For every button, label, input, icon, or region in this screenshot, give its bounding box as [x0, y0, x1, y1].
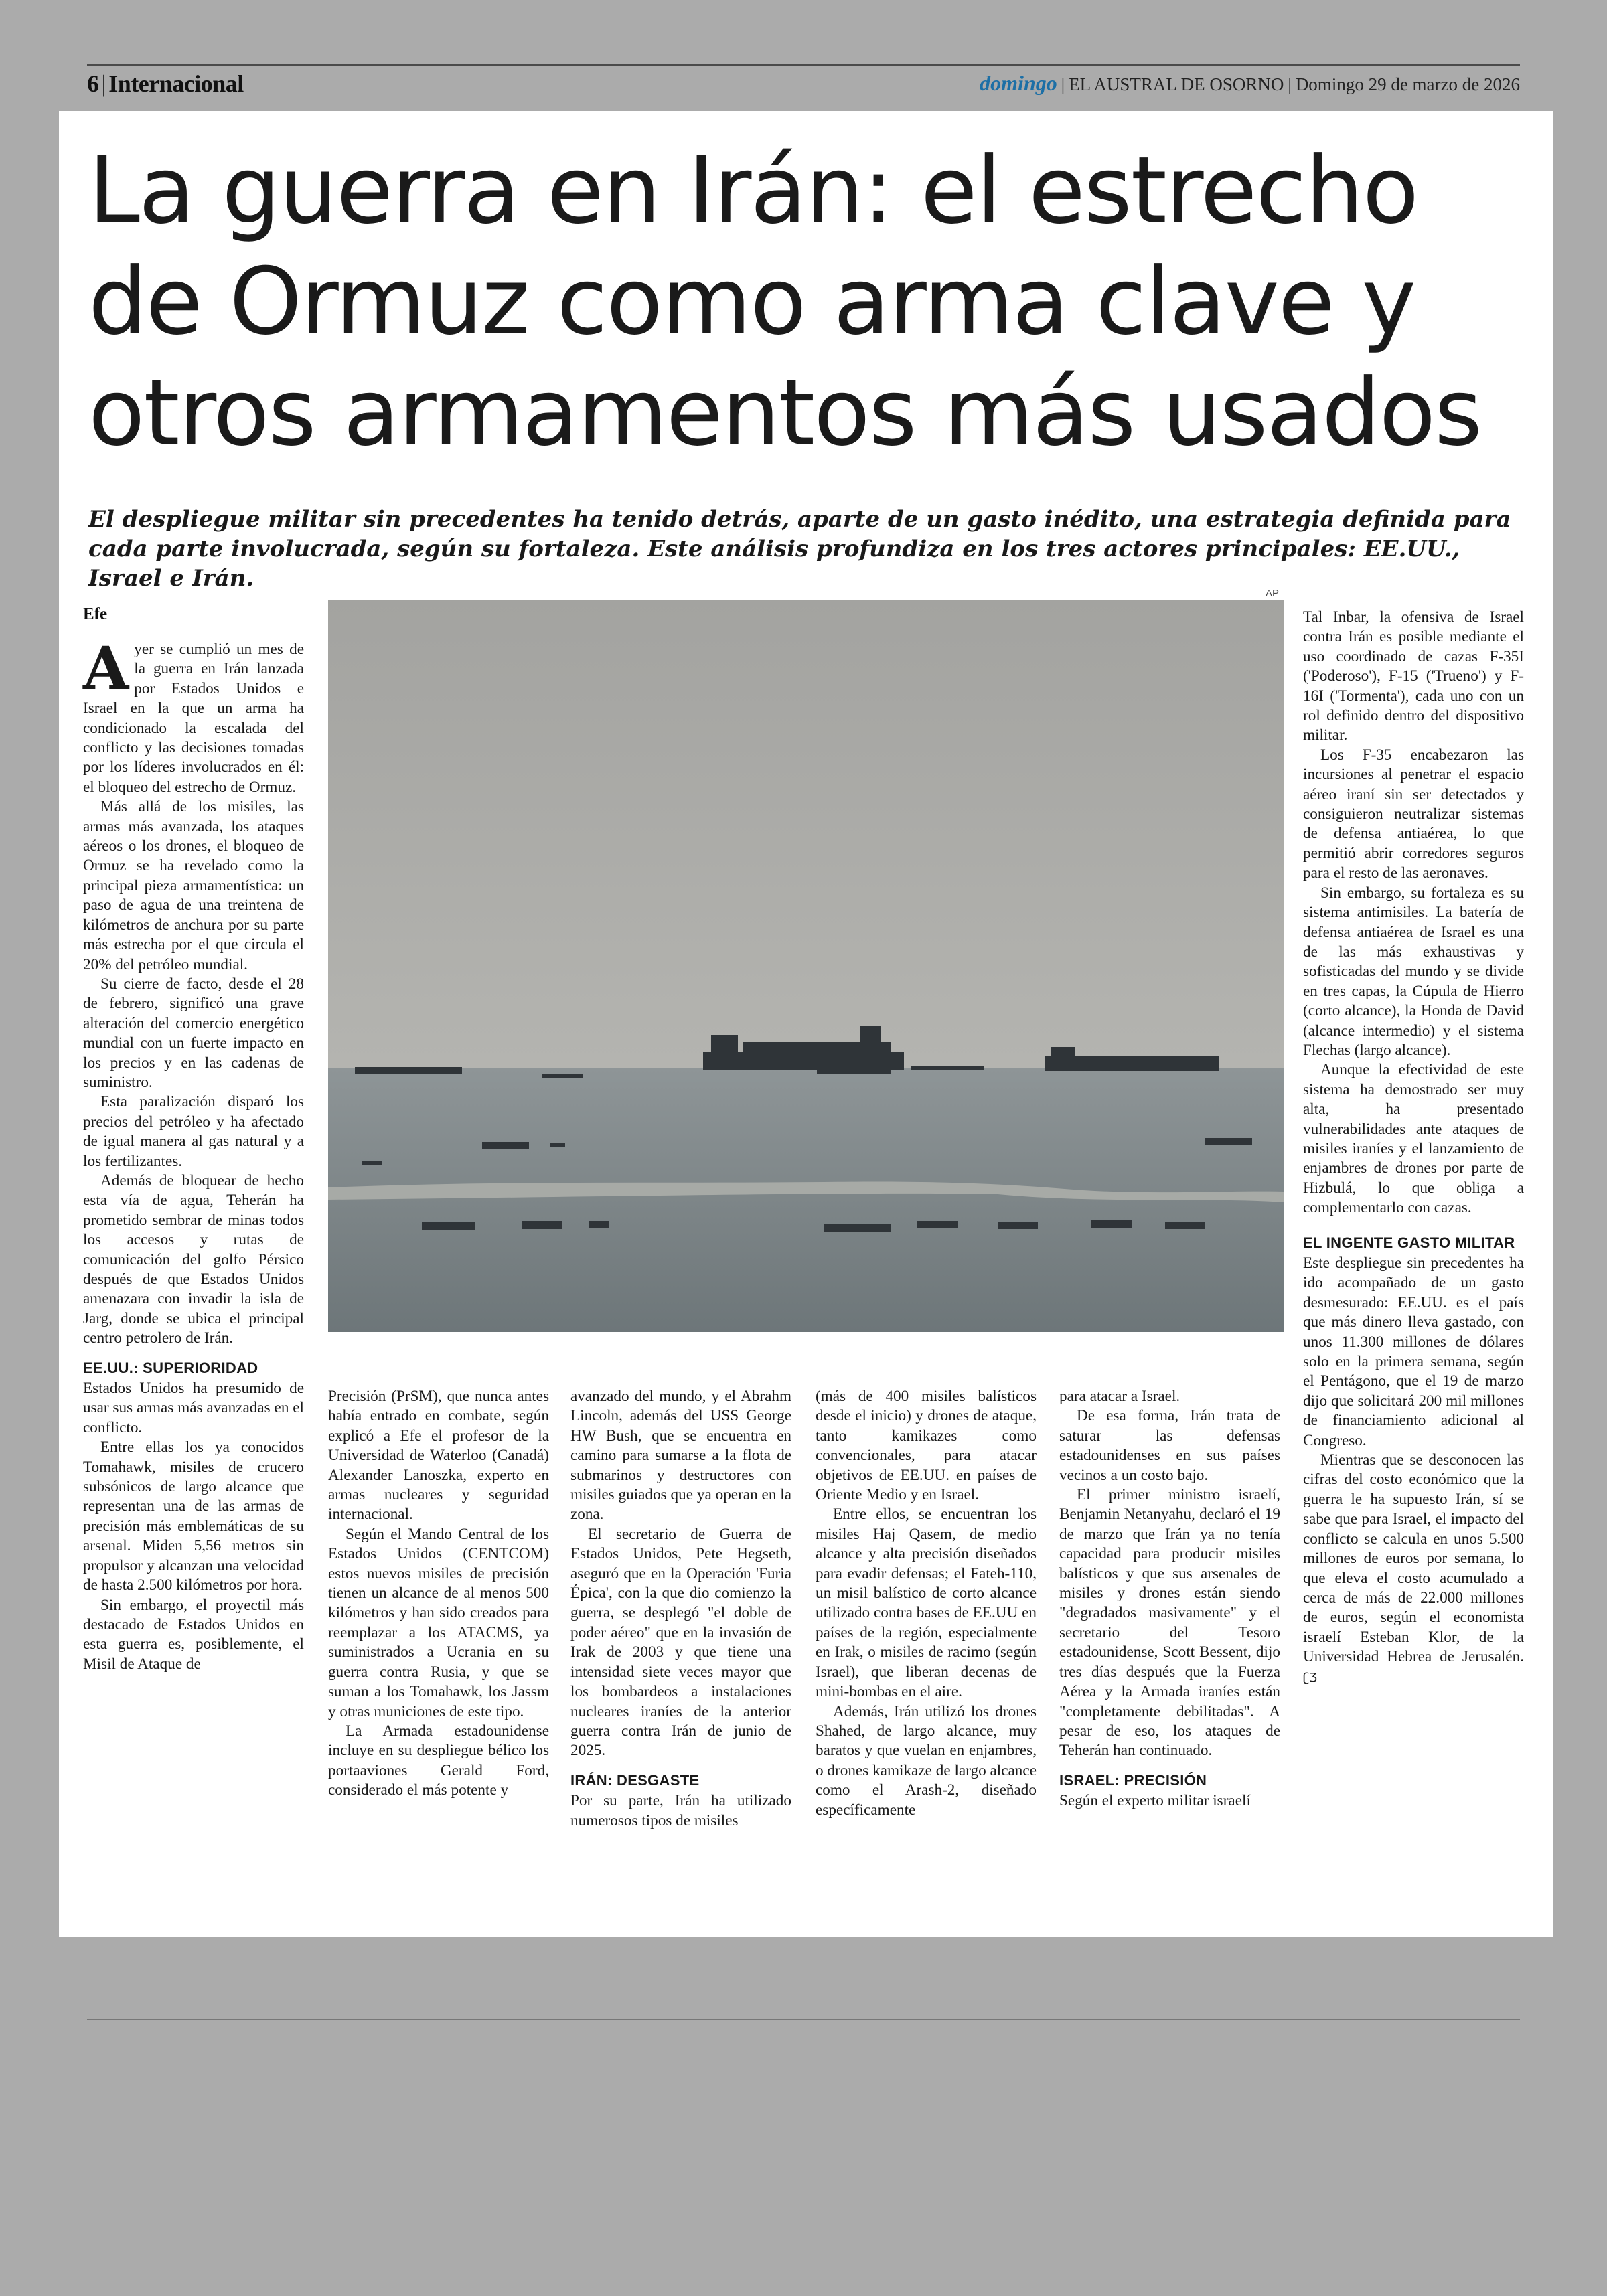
dropcap: A	[83, 633, 129, 703]
paragraph: El secretario de Guerra de Estados Unidos, Pete Hegseth, aseguró que en la Operación 'Furia Épica', con la que dio comienzo la guerra, se desplegó "el doble de poder aéreo" que en la invasión de Irak de 2003 y que tiene una intensidad siete veces mayor que los bombardeos a instalaciones nucleares iraníes de la anterior guerra contra Irán de junio de 2025.	[570, 1525, 791, 1760]
paragraph: para atacar a Israel.	[1059, 1388, 1180, 1405]
paragraph: Además de bloquear de hecho esta vía de agua, Teherán ha prometido sembrar de minas todos los accesos y rutas de comunicación del golfo Pérsico después de que Estados Unidos amenazara con invadir la isla de Jarg, donde se ubica el principal centro petrolero de Irán.	[83, 1171, 304, 1347]
paragraph: Esta paralización disparó los precios del petróleo y ha afectado de igual manera al gas natural y a los fertilizantes.	[83, 1093, 304, 1170]
article-column-6	[1303, 608, 1524, 1688]
subheading: EL INGENTE GASTO MILITAR	[1303, 1234, 1515, 1251]
paragraph: Sin embargo, el proyectil más destacado de Estados Unidos en esta guerra es, posiblemente, el Misil de Ataque de	[83, 1596, 304, 1673]
article-photo	[328, 600, 1284, 1332]
paragraph: avanzado del mundo, y el Abrahm Lincoln, además del USS George HW Bush, que se encuentra en camino para sumarse a la flota de submarinos y destructores con misiles guiados que ya operan en la zona.	[570, 1388, 791, 1524]
section-name: Internacional	[108, 70, 244, 97]
paragraph: Los F-35 encabezaron las incursiones al penetrar el espacio aéreo iraní sin ser detectados y consiguieron neutralizar sistemas de defensa antiaérea, lo que permitió abrir corredores seguros para el resto de las aeronaves.	[1303, 746, 1524, 882]
article-column-3	[570, 1387, 791, 1831]
paragraph: Entre ellas los ya conocidos Tomahawk, misiles de crucero subsónicos de largo alcance que representan una de las armas de precisión más emblemáticas de su arsenal. Miden 5,56 metros sin propulsor y alcanzan una velocidad de hasta 2.500 kilómetros por hora.	[83, 1439, 304, 1594]
paragraph: Mientras que se desconocen las cifras del costo económico que la guerra le ha supuesto Irán, sí se sabe que para Israel, el impacto del conflicto se calcula en unos 5.500 millones de euros por semana, lo que eleva el costo acumulado a cerca de más de 22.000 millones de euros, según el economista israelí Esteban Klor, de la Universidad Hebrea de Jerusalén.	[1303, 1451, 1524, 1666]
masthead-info: domingo | EL AUSTRAL DE OSORNO | Domingo 29 de marzo de 2026	[980, 71, 1520, 95]
end-mark: ʗƷ	[1303, 1670, 1318, 1685]
headline: La guerra en Irán: el estrecho de Ormuz como arma clave y otros armamentos más usados	[88, 137, 1482, 467]
paragraph: (más de 400 misiles balísticos desde el inicio) y drones de ataque, tanto kamikazes como convencionales, para atacar objetivos de EE.UU. en países de Oriente Medio y en Israel.	[816, 1388, 1037, 1504]
byline: Efe	[83, 605, 108, 623]
subheading: IRÁN: DESGASTE	[570, 1771, 700, 1789]
section-label: 6 | Internacional	[87, 70, 244, 97]
photo-credit: AP	[1266, 588, 1280, 599]
paragraph: yer se cumplió un mes de la guerra en Irán lanzada por Estados Unidos e Israel en la que un arma ha condicionado la escalada del conflicto y las decisiones tomadas por los líderes involucrados en él: el bloqueo del estrecho de Ormuz.	[83, 641, 304, 796]
article-column-1	[83, 633, 304, 1674]
paragraph: Por su parte, Irán ha utilizado numerosos tipos de misiles	[570, 1792, 791, 1829]
paragraph: Más allá de los misiles, las armas más avanzada, los ataques aéreos o los drones, el bloqueo de Ormuz se ha revelado como la principal pieza armamentística: un paso de agua de una treintena de kilómetros de anchura por su parte más estrecha por el que circula el 20% del petróleo mundial.	[83, 798, 304, 973]
paragraph: La Armada estadounidense incluye en su despliegue bélico los portaaviones Gerald Ford, considerado el más potente y	[328, 1722, 549, 1799]
paragraph: Aunque la efectividad de este sistema ha demostrado ser muy alta, ha presentado vulnerabilidades ante ataques de misiles iraníes y el lanzamiento de enjambres de drones por parte de Hizbulá, lo que obliga a complementarlo con cazas.	[1303, 1061, 1524, 1217]
brand-name: domingo	[980, 71, 1057, 95]
page-number: 6	[87, 70, 99, 97]
paragraph: Además, Irán utilizó los drones Shahed, de largo alcance, muy baratos y que vuelan en enjambres, o drones kamikaze de largo alcance como el Arash-2, diseñado específicamente	[816, 1702, 1037, 1819]
subheading: ISRAEL: PRECISIÓN	[1059, 1771, 1207, 1789]
paragraph: Tal Inbar, la ofensiva de Israel contra Irán es posible mediante el uso coordinado de cazas F-35I ('Poderoso'), F-15 ('Trueno') y F-16I ('Tormenta'), cada uno con un rol definido dentro del dispositivo militar.	[1303, 608, 1524, 744]
newspaper-name: EL AUSTRAL DE OSORNO	[1069, 74, 1284, 94]
paragraph: Según el Mando Central de los Estados Unidos (CENTCOM) estos nuevos misiles de precisión tienen un alcance de al menos 500 kilómetros y han sido creados para reemplazar a los ATACMS, ya suministrados a Ucrania en su guerra contra Rusia, y que se suman a los Tomahawk, los Jassm y otras municiones de este tipo.	[328, 1525, 549, 1720]
paragraph: Este despliegue sin precedentes ha ido acompañado de un gasto desmesurado: EE.UU. es el país que más dinero lleva gastado, con unos 11.300 millones de dólares solo en la primera semana, según el Pentágono, que el 19 de marzo dijo que solicitará 200 mil millones de financiamiento adicional al Congreso.	[1303, 1254, 1524, 1449]
article-column-2	[328, 1387, 549, 1801]
paragraph: El primer ministro israelí, Benjamin Netanyahu, declaró el 19 de marzo que Irán ya no tenía capacidad para producir misiles balísticos y que sus arsenales de misiles y drones están siendo "degradados masivamente" y el secretario del Tesoro estadounidense, Scott Bessent, dijo tres días después que la Fuerza Aérea y la Armada iraníes están "completamente debilitadas". A pesar de eso, los ataques de Teherán han continuado.	[1059, 1486, 1280, 1760]
issue-date: Domingo 29 de marzo de 2026	[1295, 74, 1520, 94]
paragraph: Estados Unidos ha presumido de usar sus armas más avanzadas en el conflicto.	[83, 1380, 304, 1437]
paragraph: Entre ellos, se encuentran los misiles Haj Qasem, de medio alcance y alta precisión diseñados para evadir defensas; el Fateh-110, un misil balístico de corto alcance utilizado contra bases de EE.UU en países de la región, especialmente en Irak, o misiles de racimo (según Israel), que liberan decenas de mini-bombas en el aire.	[816, 1505, 1037, 1701]
page-header	[87, 64, 1520, 99]
subheading: EE.UU.: SUPERIORIDAD	[83, 1359, 258, 1376]
paragraph: Sin embargo, su fortaleza es su sistema antimisiles. La batería de defensa antiaérea de Israel es una de las más exhaustivas y sofisticadas del mundo y se divide en tres capas, la Cúpula de Hierro (corto alcance), la Honda de David (alcance intermedio) y el sistema Flechas (largo alcance).	[1303, 884, 1524, 1059]
article-column-5	[1059, 1387, 1280, 1811]
paragraph: De esa forma, Irán trata de saturar las defensas estadounidenses en sus países vecinos a un costo bajo.	[1059, 1407, 1280, 1484]
deck: El despliegue militar sin precedentes ha tenido detrás, aparte de un gasto inédito, una estrategia definida para cada parte involucrada, según su fortaleza. Este análisis profundiza en los tres actores principales: EE.UU., Israel e Irán.	[88, 506, 1511, 592]
footer-rule	[87, 2019, 1520, 2020]
article-page	[59, 111, 1553, 1937]
paragraph: Según el experto militar israelí	[1059, 1792, 1251, 1810]
paragraph: Su cierre de facto, desde el 28 de febrero, significó una grave alteración del comercio energético mundial con un fuerte impacto en los precios y en las cadenas de suministro.	[83, 975, 304, 1091]
article-column-4	[816, 1387, 1037, 1820]
header-rule	[87, 64, 1520, 66]
paragraph: Precisión (PrSM), que nunca antes había entrado en combate, según explicó a Efe el profesor de la Universidad de Waterloo (Canadá) Alexander Lanoszka, experto en armas nucleares y seguridad internacional.	[328, 1388, 549, 1524]
strait-ships-photo	[328, 600, 1284, 1332]
